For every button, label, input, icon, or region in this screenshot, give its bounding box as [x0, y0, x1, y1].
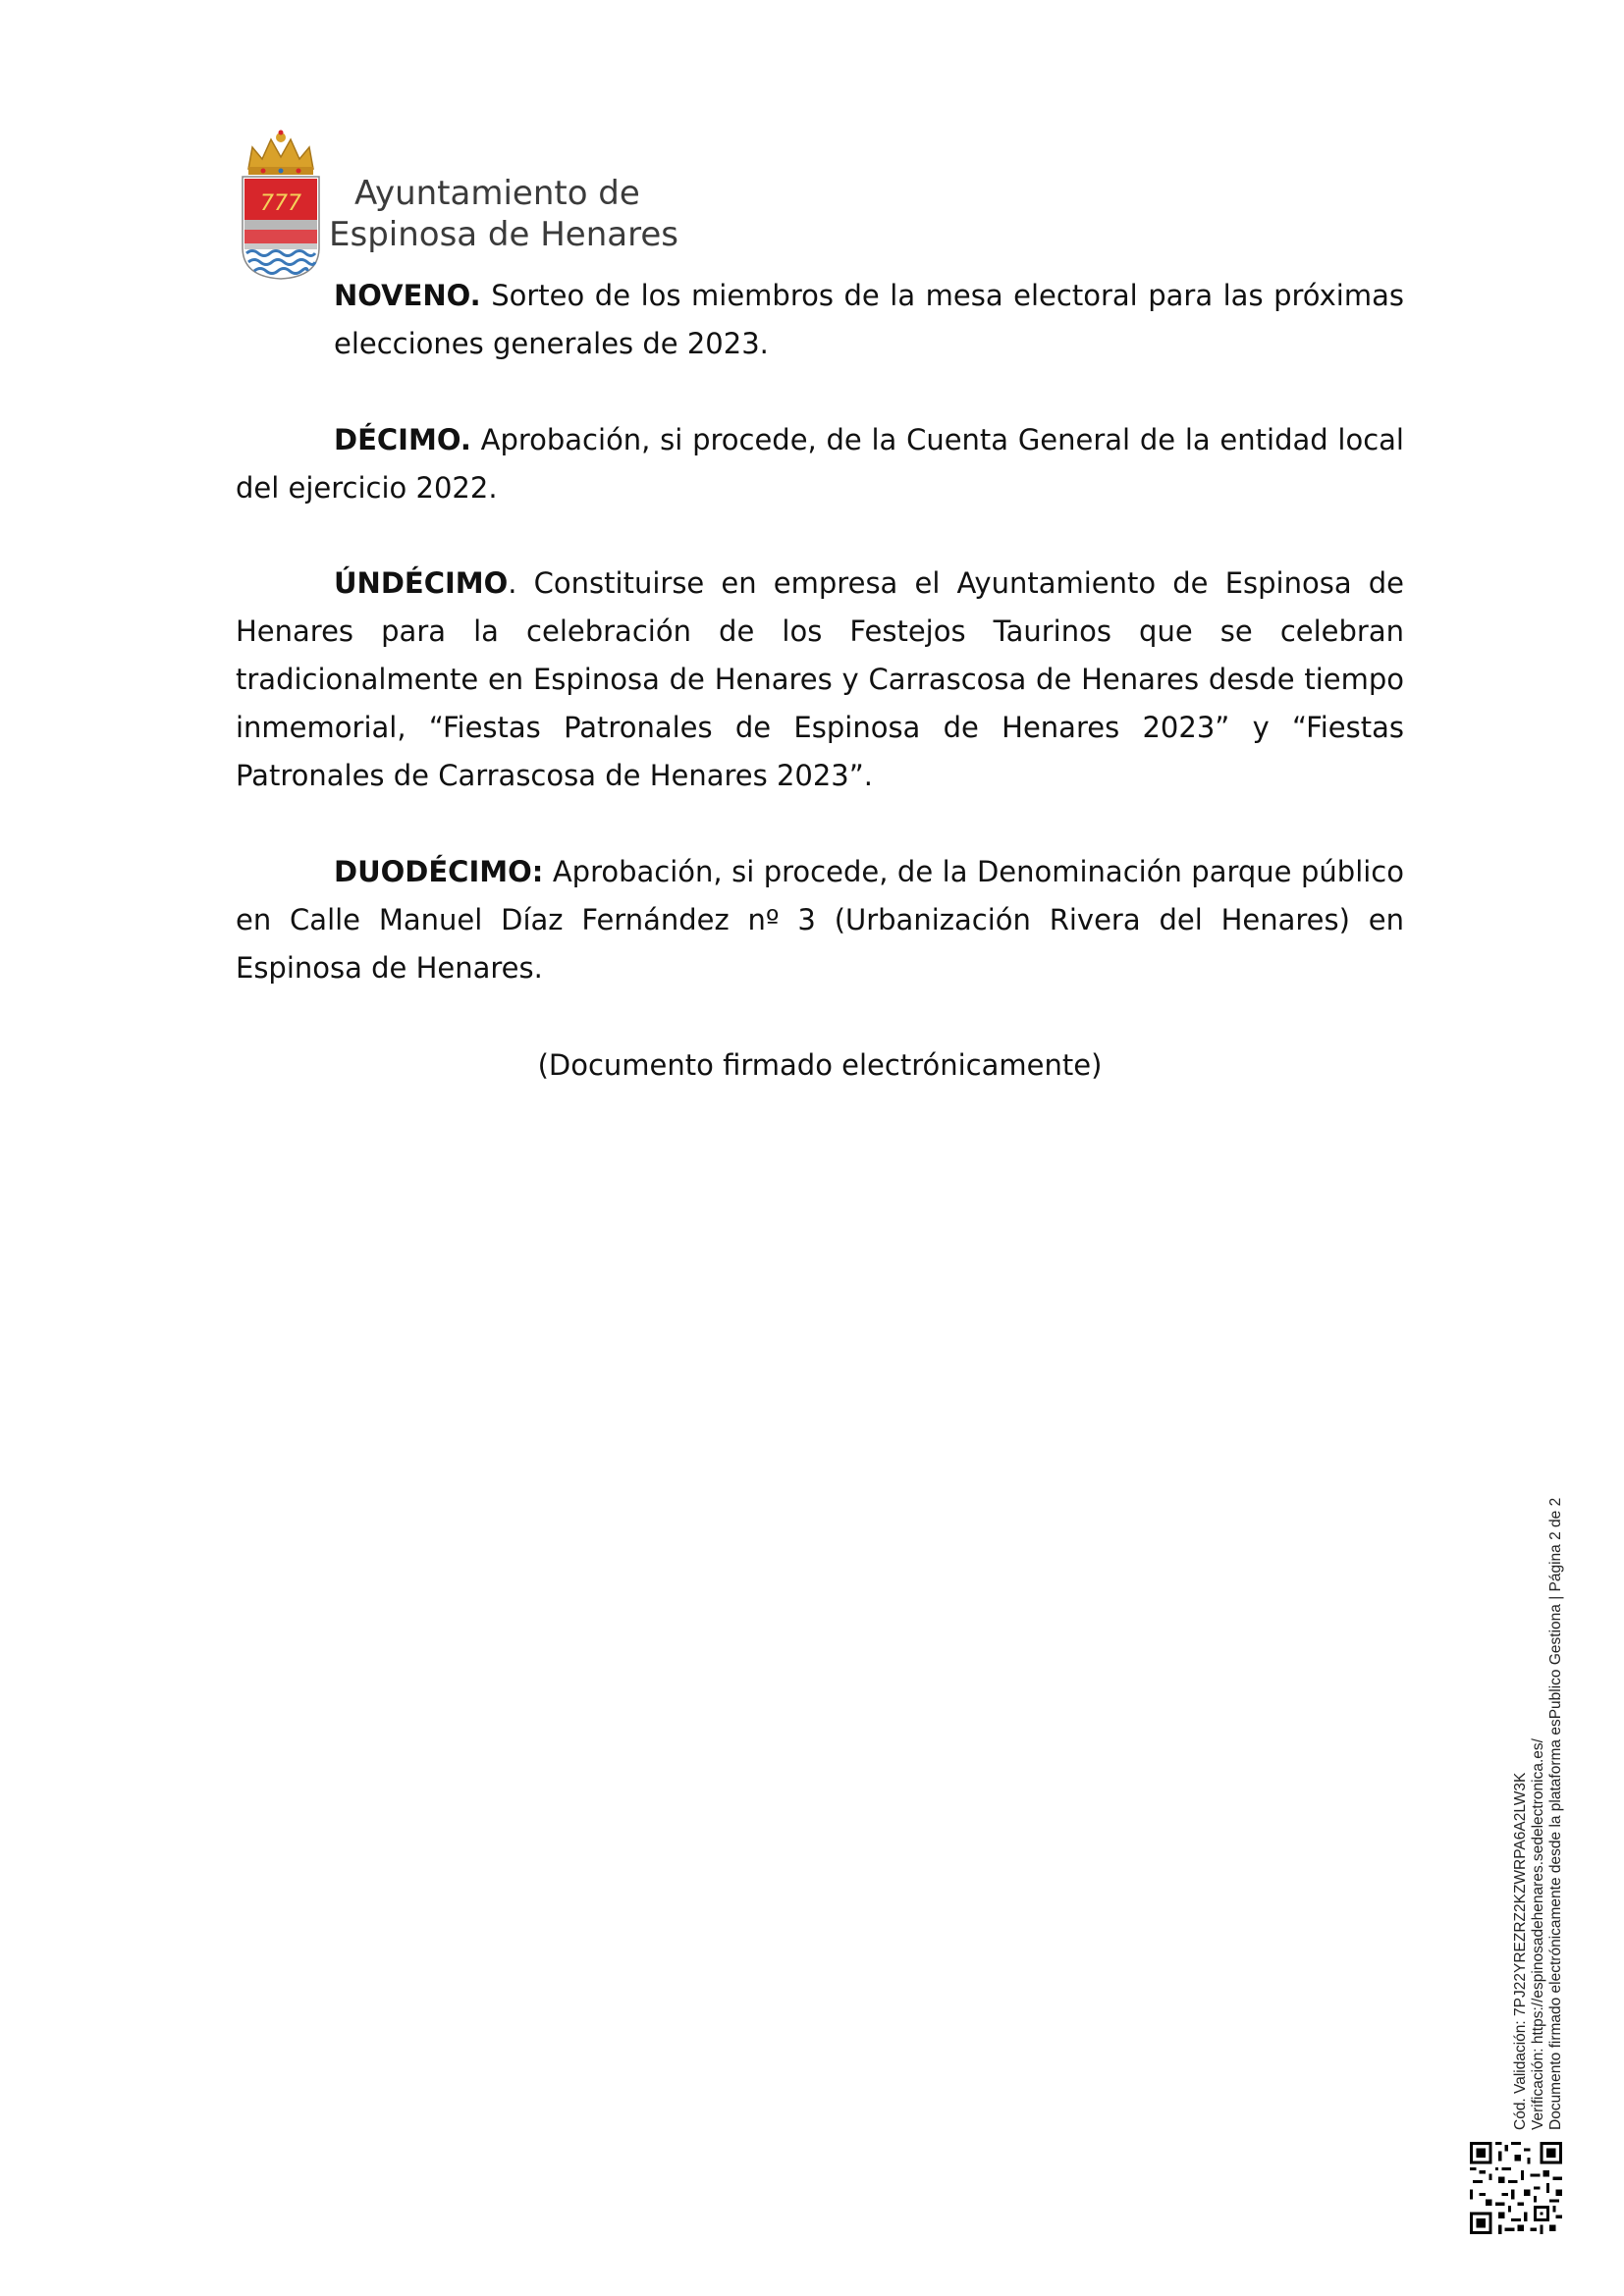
agenda-item-10 [236, 416, 1404, 512]
verification-url[interactable]: Verificación: https://espinosadehenares.sedelectronica.es/ [1530, 1738, 1546, 2130]
agenda-item-9 [236, 272, 1404, 368]
item-text: Aprobación, si procede, de la Denominación parque público en Calle Manuel Díaz Fernández nº 3 (Urbanización Rivera del Henares) en Espinosa de Henares. [236, 855, 1404, 985]
svg-text:777: 777 [260, 191, 301, 216]
item-heading: ÚNDÉCIMO [334, 566, 509, 600]
agenda-item-11 [236, 560, 1404, 800]
verification-stamp [1512, 1443, 1587, 2130]
item-text: Sorteo de los miembros de la mesa electoral para las próximas elecciones generales de 2023. [334, 279, 1404, 360]
item-heading: DÉCIMO. [334, 423, 471, 456]
logo-line-1: Ayuntamiento de [354, 174, 640, 213]
signature-platform-note: Documento firmado electrónicamente desde la plataforma esPublico Gestiona | Página 2 de 2 [1547, 1497, 1564, 2130]
validation-code: Cód. Validación: 7PJ22YREZRZ2KZWRPA6A2LW3K [1512, 1772, 1529, 2130]
logo-line-2: Espinosa de Henares [329, 215, 678, 254]
item-heading: NOVENO. [334, 279, 481, 312]
item-text: . Constituirse en empresa el Ayuntamiento de Espinosa de Henares para la celebración de los Festejos Taurinos que se celebran tradicionalmente en Espinosa de Henares y Carrascosa de Henares desde tiempo inmemorial, “Fiestas Patronales de Espinosa de Henares 2023” y “Fiestas Patronales de Carrascosa de Henares 2023”. [236, 566, 1404, 792]
logo-text [329, 173, 678, 255]
municipality-logo [239, 130, 700, 285]
signature-note: (Documento firmado electrónicamente) [537, 1048, 1103, 1082]
coat-of-arms-icon [239, 130, 323, 281]
agenda-item-12 [236, 848, 1404, 992]
item-heading: DUODÉCIMO: [334, 855, 544, 888]
item-text: Aprobación, si procede, de la Cuenta General de la entidad local del ejercicio 2022. [236, 423, 1404, 505]
qr-code-icon[interactable] [1470, 2142, 1562, 2234]
